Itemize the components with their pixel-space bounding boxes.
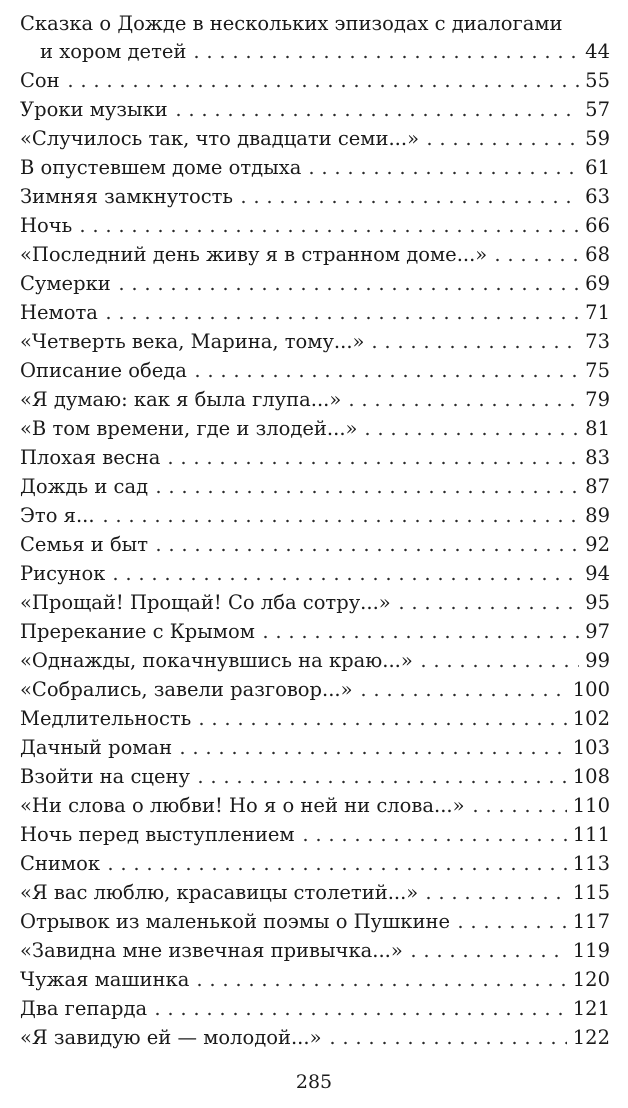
- toc-entry: [20, 646, 610, 675]
- toc-entry-title: Снимок: [20, 852, 101, 875]
- toc-entry-page-number: 69: [585, 272, 610, 295]
- toc-entry: [20, 501, 610, 530]
- toc-entry-page-number: 68: [585, 243, 610, 266]
- dot-leader: [193, 982, 566, 988]
- toc-entry-page-number: 120: [572, 968, 610, 991]
- toc-entry-page-number: 108: [572, 765, 610, 788]
- toc-entry-page-number: 66: [585, 214, 610, 237]
- dot-leader: [491, 257, 579, 263]
- toc-entry-title: «Случилось так, что двадцати семи...»: [20, 127, 419, 150]
- toc-entry-title: Чужая машинка: [20, 968, 190, 991]
- toc-entry-page-number: 97: [585, 620, 610, 643]
- dot-leader: [102, 315, 579, 321]
- dot-leader: [164, 460, 579, 466]
- toc-entry: [20, 907, 610, 936]
- dot-leader: [99, 518, 580, 524]
- toc-entry-page-number: 115: [572, 881, 610, 904]
- dot-leader: [259, 634, 579, 640]
- toc-entry: [20, 617, 610, 646]
- toc-entry: [20, 298, 610, 327]
- toc-entry: [20, 559, 610, 588]
- dot-leader: [299, 837, 567, 843]
- toc-entry: [20, 414, 610, 443]
- toc-entry: [20, 704, 610, 733]
- toc-entry-title: Сумерки: [20, 272, 111, 295]
- toc-entry-page-number: 87: [585, 475, 610, 498]
- toc-entry: [20, 762, 610, 791]
- toc-line: [20, 10, 610, 37]
- dot-leader: [237, 199, 579, 205]
- toc-entry-page-number: 79: [585, 388, 610, 411]
- toc-entry: [20, 10, 610, 66]
- dot-leader: [345, 402, 579, 408]
- toc-entry-title: Сказка о Дожде в нескольких эпизодах с диалогами: [20, 12, 563, 35]
- toc-entry-title-continuation: и хором детей: [40, 40, 187, 63]
- toc-entry-page-number: 59: [585, 127, 610, 150]
- toc-entry: [20, 965, 610, 994]
- toc-entry-title: «Ни слова о любви! Но я о ней ни слова...»: [20, 794, 465, 817]
- toc-entry-title: Два гепарда: [20, 997, 148, 1020]
- toc-entry: [20, 936, 610, 965]
- dot-leader: [151, 1011, 567, 1017]
- toc-entry-title: «Завидна мне извечная привычка...»: [20, 939, 403, 962]
- toc-entry-title: Дачный роман: [20, 736, 173, 759]
- dot-leader: [190, 54, 579, 60]
- toc-entry: [20, 675, 610, 704]
- toc-entry: [20, 878, 610, 907]
- dot-leader: [152, 547, 579, 553]
- toc-entry: [20, 733, 610, 762]
- toc-entry-page-number: 73: [585, 330, 610, 353]
- toc-entry: [20, 356, 610, 385]
- toc-entry-page-number: 121: [572, 997, 610, 1020]
- dot-leader: [305, 170, 579, 176]
- toc-entry-page-number: 103: [572, 736, 610, 759]
- toc-entry: [20, 530, 610, 559]
- dot-leader: [469, 808, 567, 814]
- toc-entry-page-number: 95: [585, 591, 610, 614]
- toc-entry-page-number: 55: [585, 69, 610, 92]
- toc-entry-title: Немота: [20, 301, 98, 324]
- toc-entry-title: Зимняя замкнутость: [20, 185, 234, 208]
- toc-entry-title: «Однажды, покачнувшись на краю...»: [20, 649, 413, 672]
- toc-entry-page-number: 100: [572, 678, 610, 701]
- toc-entry: [20, 385, 610, 414]
- table-of-contents: [20, 10, 610, 1052]
- dot-leader: [115, 286, 579, 292]
- toc-entry-title: Ночь перед выступлением: [20, 823, 295, 846]
- page-number: 285: [295, 1071, 333, 1093]
- dot-leader: [326, 1040, 567, 1046]
- toc-entry-page-number: 83: [585, 446, 610, 469]
- dot-leader: [109, 576, 579, 582]
- dot-leader: [454, 924, 567, 930]
- toc-entry-page-number: 89: [585, 504, 610, 527]
- toc-entry-title: Сон: [20, 69, 60, 92]
- toc-list: [20, 66, 610, 1052]
- toc-entry: [20, 588, 610, 617]
- toc-entry-title: Плохая весна: [20, 446, 161, 469]
- toc-entry-title: «Я завидую ей — молодой...»: [20, 1026, 322, 1049]
- toc-entry-page-number: 111: [572, 823, 610, 846]
- toc-entry: [20, 269, 610, 298]
- dot-leader: [357, 692, 567, 698]
- toc-entry: [20, 849, 610, 878]
- dot-leader: [64, 83, 580, 89]
- toc-entry: [20, 124, 610, 153]
- toc-entry-page-number: 110: [572, 794, 610, 817]
- toc-entry-title: Взойти на сцену: [20, 765, 190, 788]
- toc-entry-page-number: 57: [585, 98, 610, 121]
- toc-entry: [20, 182, 610, 211]
- dot-leader: [417, 663, 579, 669]
- toc-entry-title: «В том времени, где и злодей...»: [20, 417, 358, 440]
- toc-entry-page-number: 94: [585, 562, 610, 585]
- dot-leader: [361, 431, 579, 437]
- toc-entry-title: Дождь и сад: [20, 475, 149, 498]
- dot-leader: [172, 112, 579, 118]
- dot-leader: [104, 866, 567, 872]
- toc-entry-page-number: 81: [585, 417, 610, 440]
- toc-entry: [20, 95, 610, 124]
- toc-entry-page-number: 63: [585, 185, 610, 208]
- toc-entry-title: Уроки музыки: [20, 98, 168, 121]
- toc-entry-page-number: 117: [572, 910, 610, 933]
- toc-entry: [20, 153, 610, 182]
- toc-entry-title: Рисунок: [20, 562, 106, 585]
- toc-entry-title: Пререкание с Крымом: [20, 620, 255, 643]
- dot-leader: [176, 750, 567, 756]
- toc-entry-title: Это я...: [20, 504, 95, 527]
- toc-entry-title: Ночь: [20, 214, 73, 237]
- toc-entry: [20, 240, 610, 269]
- toc-entry-title: «Последний день живу я в странном доме...»: [20, 243, 488, 266]
- toc-entry-page-number: 99: [585, 649, 610, 672]
- toc-entry-page-number: 122: [572, 1026, 610, 1049]
- toc-entry-page-number: 75: [585, 359, 610, 382]
- toc-entry-page-number: 119: [572, 939, 610, 962]
- toc-entry-page-number: 71: [585, 301, 610, 324]
- toc-entry-page-number: 102: [572, 707, 610, 730]
- toc-entry: [20, 1023, 610, 1052]
- toc-entry: [20, 66, 610, 95]
- toc-entry-title: «Собрались, завели разговор...»: [20, 678, 353, 701]
- dot-leader: [423, 141, 579, 147]
- toc-entry-title: «Я думаю: как я была глупа...»: [20, 388, 342, 411]
- toc-entry: [20, 994, 610, 1023]
- dot-leader: [395, 605, 579, 611]
- toc-entry: [20, 820, 610, 849]
- dot-leader: [194, 779, 567, 785]
- dot-leader: [407, 953, 567, 959]
- toc-entry: [20, 472, 610, 501]
- dot-leader: [368, 344, 579, 350]
- toc-entry-title: Семья и быт: [20, 533, 148, 556]
- dot-leader: [76, 228, 579, 234]
- toc-entry-title: Медлительность: [20, 707, 192, 730]
- toc-entry-page-number: 44: [585, 40, 610, 63]
- dot-leader: [422, 895, 567, 901]
- toc-entry-page-number: 61: [585, 156, 610, 179]
- toc-entry-title: Отрывок из маленькой поэмы о Пушкине: [20, 910, 450, 933]
- toc-entry-title: Описание обеда: [20, 359, 187, 382]
- toc-entry: [20, 443, 610, 472]
- toc-entry-title: «Четверть века, Марина, тому...»: [20, 330, 365, 353]
- toc-entry-title: «Я вас люблю, красавицы столетий...»: [20, 881, 419, 904]
- dot-leader: [195, 721, 566, 727]
- toc-entry-page-number: 92: [585, 533, 610, 556]
- toc-entry: [20, 791, 610, 820]
- dot-leader: [191, 373, 579, 379]
- toc-entry-title: «Прощай! Прощай! Со лба сотру...»: [20, 591, 391, 614]
- toc-entry-page-number: 113: [572, 852, 610, 875]
- toc-entry: [20, 211, 610, 240]
- toc-line: [20, 37, 610, 66]
- toc-entry: [20, 327, 610, 356]
- toc-entry-title: В опустевшем доме отдыха: [20, 156, 302, 179]
- dot-leader: [152, 489, 579, 495]
